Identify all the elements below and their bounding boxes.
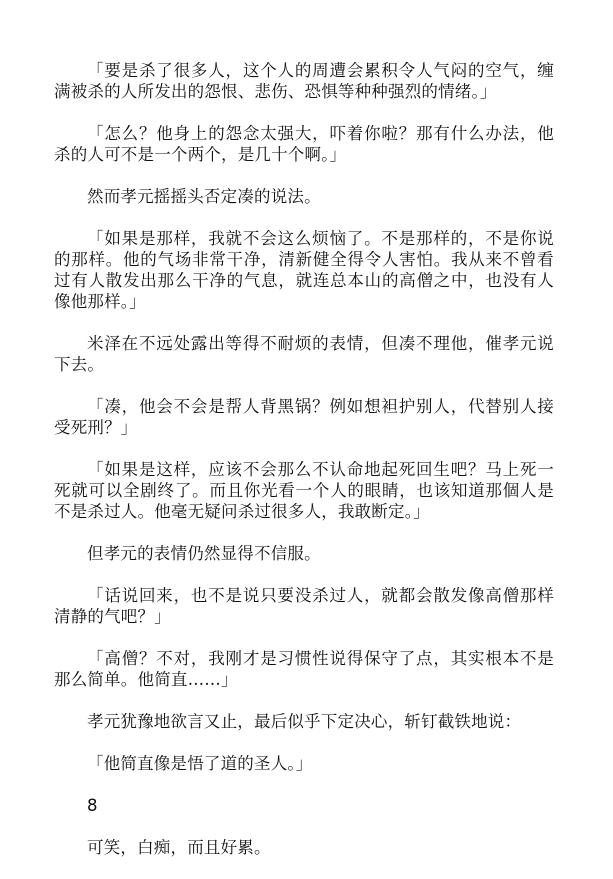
paragraph: 孝元犹豫地欲言又止，最后似乎下定决心，斩钉截铁地说： — [87, 712, 522, 731]
paragraph: 然而孝元摇摇头否定凑的说法。 — [87, 187, 321, 206]
paragraph: 「如果是这样，应该不会那么不认命地起死回生吧？马上死一死就可以全剧终了。而且你光看一个人的眼睛，也该知道那個人是不是杀过人。他毫无疑问杀过很多人，我敢断定。」 — [54, 460, 554, 521]
section-number: 8 — [87, 796, 98, 815]
paragraph: 「话说回来，也不是说只要没杀过人，就都会散发像高僧那样清静的气吧？」 — [54, 586, 554, 626]
paragraph: 「如果是那样，我就不会这么烦恼了。不是那样的，不是你说的那样。他的气场非常干净，清新健全得令人害怕。我从来不曾看过有人散发出那么干净的气息，就连总本山的高僧之中，也没有人像他那样。」 — [54, 229, 554, 311]
paragraph: 「怎么？他身上的怨念太强大，吓着你啦？那有什么办法，他杀的人可不是一个两个，是几十个啊。」 — [54, 124, 554, 164]
text-body — [54, 60, 554, 879]
paragraph: 「他简直像是悟了道的圣人。」 — [87, 754, 313, 773]
paragraph: 「要是杀了很多人，这个人的周遭会累积令人气闷的空气，缠满被杀的人所发出的怨恨、悲伤、恐惧等种种强烈的情绪。」 — [54, 61, 554, 101]
paragraph: 米泽在不远处露出等得不耐烦的表情，但凑不理他，催孝元说下去。 — [54, 334, 554, 374]
paragraph: 「凑，他会不会是帮人背黑锅？例如想袒护别人，代替别人接受死刑？」 — [54, 397, 554, 437]
paragraph: 「高僧？不对，我刚才是习惯性说得保守了点，其实根本不是那么简单。他简直……」 — [54, 649, 554, 689]
paragraph: 但孝元的表情仍然显得不信服。 — [87, 544, 321, 563]
paragraph: 可笑，白痴，而且好累。 — [87, 838, 271, 857]
